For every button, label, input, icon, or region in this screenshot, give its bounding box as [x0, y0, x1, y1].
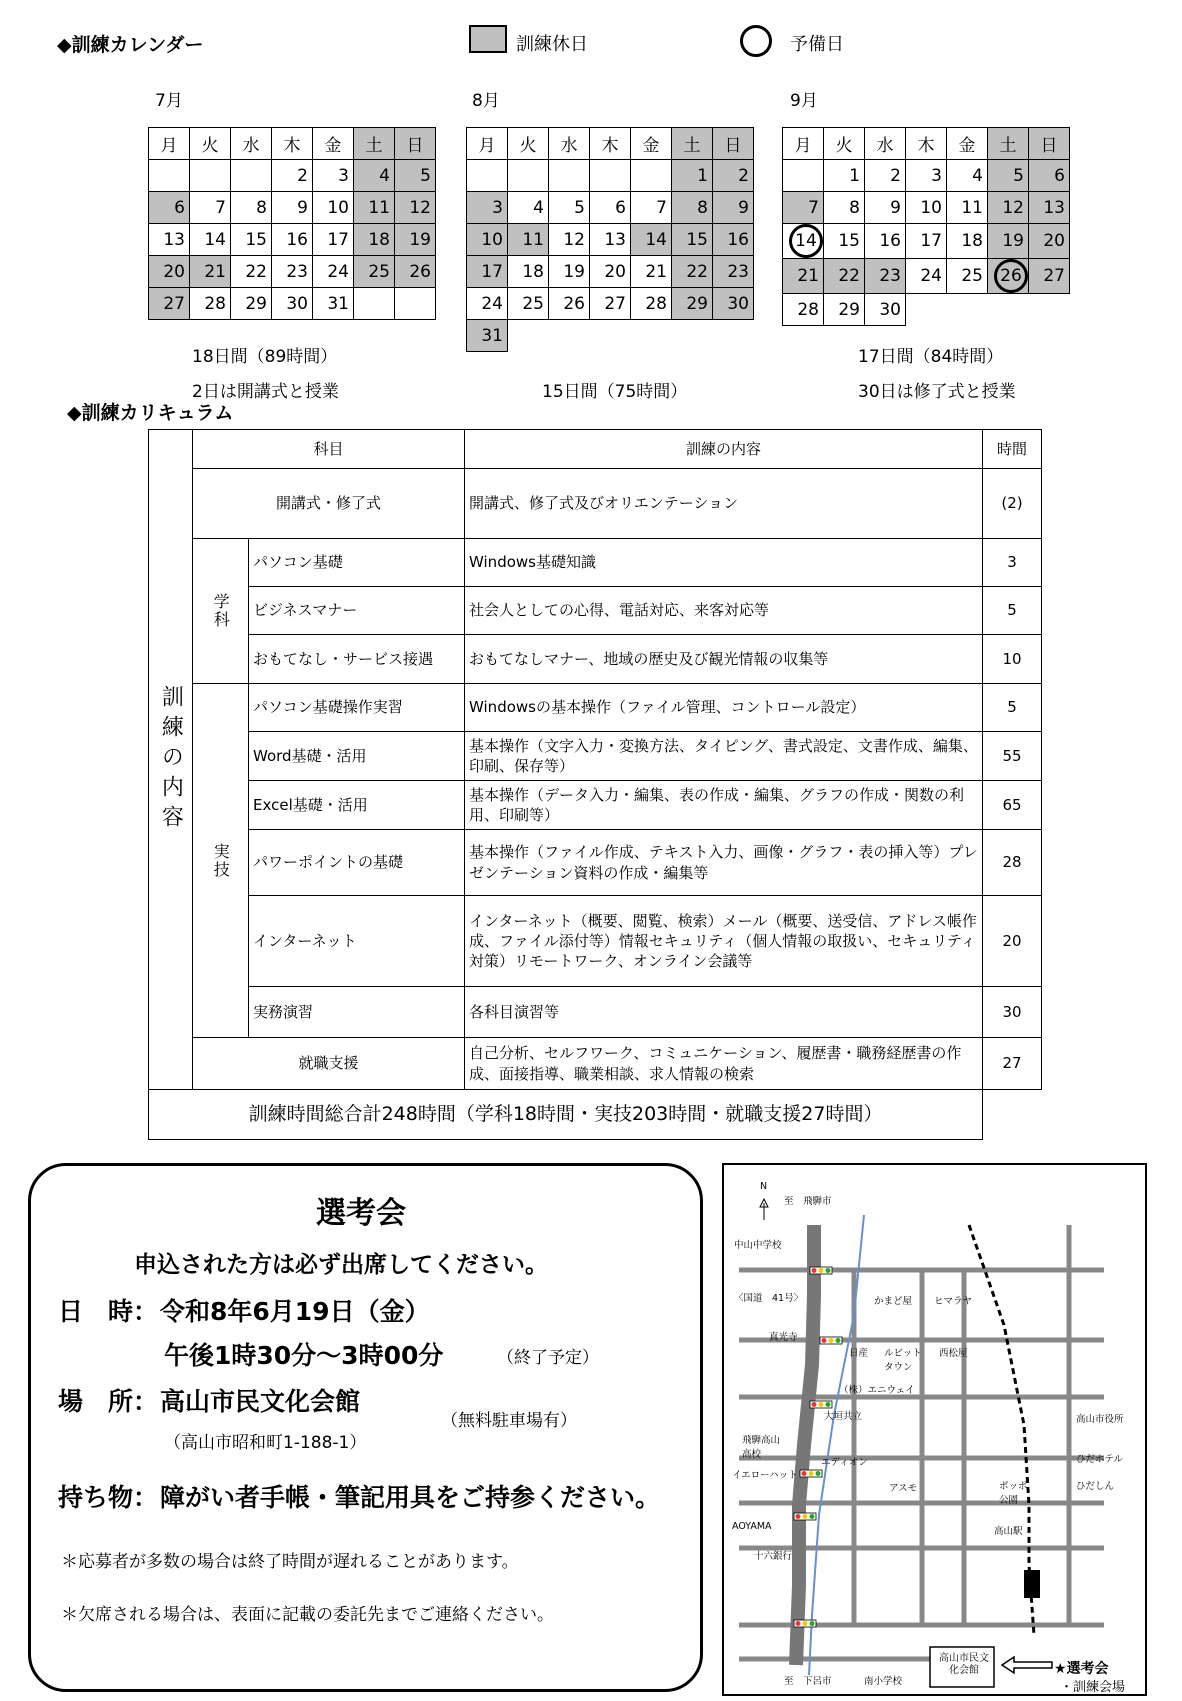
note-delay: ＊応募者が多数の場合は終了時間が遅れることがあります。	[61, 1552, 519, 1572]
total-hours: 訓練時間総合計248時間（学科18時間・実技203時間・就職支援27時間）	[149, 1090, 983, 1140]
side-label: 訓練の内容	[158, 684, 184, 835]
weekday: 日	[395, 128, 436, 160]
col-content: 訓練の内容	[465, 430, 983, 469]
september-summary: 17日間（84時間）	[858, 347, 1004, 367]
curriculum-table	[148, 429, 1042, 1140]
calendar-heading: ◆訓練カレンダー	[57, 34, 204, 56]
table-row: 開講式・修了式 開講式、修了式及びオリエンテーション (2)	[149, 469, 1042, 539]
curriculum-heading: ◆訓練カリキュラム	[67, 402, 234, 424]
date-label: 日 時：	[58, 1297, 159, 1326]
col-subject: 科目	[193, 430, 465, 469]
calendar-july: 月 火 水 木 金 土 日 2 3 4 5 6 7 8 9 10 11 12 13 14 15 16 17 18 19 20 21 22 23 24 25 26 27 28 29 30 31	[148, 127, 436, 320]
table-row: Word基礎・活用 基本操作（文字入力・変換方法、タイピング、書式設定、文書作成、編集、印刷、保存等） 55	[149, 732, 1042, 781]
table-row: ビジネスマナー 社会人としての心得、電話対応、来客対応等 5	[149, 587, 1042, 635]
group-gakka: 学科	[211, 593, 231, 629]
september-note: 30日は修了式と授業	[858, 382, 1016, 402]
to-gero-label: 至 下呂市	[784, 1676, 832, 1687]
table-row: Excel基礎・活用 基本操作（データ入力・編集、表の作成・編集、グラフの作成・関数の利用、印刷等） 65	[149, 781, 1042, 830]
items-label: 持ち物：	[58, 1483, 159, 1512]
selection-box	[28, 1163, 703, 1692]
table-row: 実務演習 各科目演習等 30	[149, 987, 1042, 1038]
note-absence: ＊欠席される場合は、表面に記載の委託先までご連絡ください。	[61, 1605, 554, 1625]
items-value: 障がい者手帳・筆記用具をご持参ください。	[160, 1483, 661, 1512]
to-hida-label: 至 飛騨市	[784, 1196, 832, 1207]
weekday: 木	[272, 128, 313, 160]
table-row: インターネット インターネット（概要、閲覧、検索）メール（概要、送受信、アドレス帳作成、ファイル添付等）情報セキュリティ（個人情報の取扱い、セキュリティ対策）リモートワーク、オンライン会議等 20	[149, 896, 1042, 987]
weekday: 月	[149, 128, 190, 160]
table-row: 学科 パソコン基礎 Windows基礎知識 3	[149, 539, 1042, 587]
reserve-day-marker: 14	[789, 224, 823, 258]
reserve-legend-label: 予備日	[790, 34, 844, 55]
holiday-legend-label: 訓練休日	[516, 34, 588, 55]
must-attend: 申込された方は必ず出席してください。	[134, 1252, 548, 1278]
weekday: 水	[231, 128, 272, 160]
address: （高山市昭和町1-188-1）	[164, 1433, 367, 1453]
calendar-september: 月 火 水 木 金 土 日 1 2 3 4 5 6 7 8 9 10 11 12 13 14 15 16 17 18 19 20 21 22 23 24 25 26 27 28 29 30	[782, 127, 1070, 326]
table-row: おもてなし・サービス接遇 おもてなしマナー、地域の歴史及び観光情報の収集等 10	[149, 635, 1042, 684]
map-drawing	[724, 1165, 1145, 1694]
place-value: 高山市民文化会館	[160, 1387, 361, 1416]
group-jitsugi: 実技	[211, 842, 231, 879]
holiday-legend-swatch	[469, 25, 507, 53]
time-note: （終了予定）	[497, 1348, 599, 1368]
parking-note: （無料駐車場有）	[441, 1411, 577, 1431]
month-label-september: 9月	[790, 91, 818, 111]
table-row: 就職支援 自己分析、セルフワーク、コミュニケーション、履歴書・職務経歴書の作成、面接指導、職業相談、求人情報の検索 27	[149, 1038, 1042, 1090]
weekday-header	[149, 128, 436, 160]
month-label-august: 8月	[472, 91, 500, 111]
july-summary: 18日間（89時間）	[192, 347, 338, 367]
venue-label: 高山市民文化会館	[939, 1653, 989, 1676]
date-value: 令和8年6月19日（金）	[160, 1297, 430, 1326]
selection-title: 選考会	[316, 1196, 406, 1231]
calendar-august: 月 火 水 木 金 土 日 1 2 3 4 5 6 7 8 9 10 11 12 13 14 15 16 17 18 19 20 21 22 23 24 25 26 27 28 29 30 31	[466, 127, 754, 352]
venue-legend-sub: ・訓練会場	[1060, 1680, 1126, 1695]
weekday: 土	[354, 128, 395, 160]
col-hours: 時間	[983, 430, 1042, 469]
place-label: 場 所：	[58, 1387, 159, 1416]
venue-map: N 至 飛騨市 至 下呂市 中山中学校 〈国道 41号〉 かまど屋 ヒマラヤ 真光寺 日産 ルビットタウン 西松屋 （株）エニウェイ 大垣共立 飛騨高山高校 高山市役所 エディオン ひだホテル イエローハット アスモ ポッポ公園 ひだしん AOYAMA 高山駅 十六銀行 南小学校 高山市民文化会館 ★選考会 ・訓練会場	[722, 1163, 1147, 1696]
venue-legend: ★選考会	[1054, 1661, 1109, 1677]
weekday: 火	[190, 128, 231, 160]
reserve-day-marker: 26	[994, 259, 1028, 293]
table-row: 実技 パソコン基礎操作実習 Windowsの基本操作（ファイル管理、コントロール設定） 5	[149, 684, 1042, 732]
july-note: 2日は開講式と授業	[192, 382, 339, 402]
august-summary: 15日間（75時間）	[542, 382, 688, 402]
total-row	[149, 1090, 1042, 1140]
weekday: 金	[313, 128, 354, 160]
reserve-day-circle-icon	[740, 25, 772, 57]
month-label-july: 7月	[155, 91, 183, 111]
time-value: 午後1時30分～3時00分	[164, 1341, 444, 1370]
north-label: N	[760, 1181, 768, 1192]
table-row: パワーポイントの基礎 基本操作（ファイル作成、テキスト入力、画像・グラフ・表の挿入等）プレゼンテーション資料の作成・編集等 28	[149, 830, 1042, 896]
